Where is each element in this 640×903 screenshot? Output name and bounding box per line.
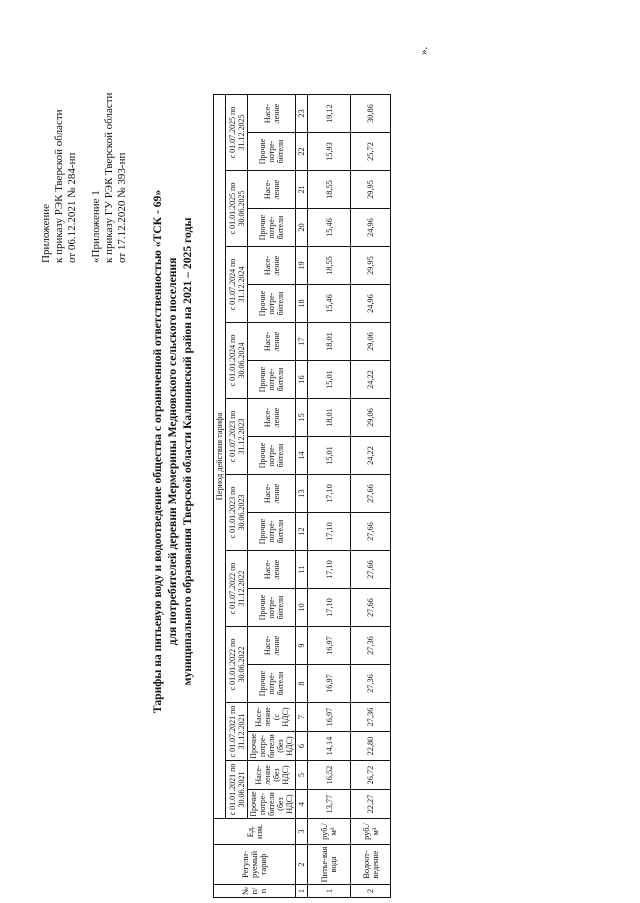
column-number: 18 <box>296 285 308 323</box>
appendix-line: «Приложение 1 <box>90 190 102 263</box>
tariff-value: 29,06 <box>351 323 391 361</box>
consumer-group-header: Прочие потре-бители (без НДС) <box>249 733 294 759</box>
tariff-value: 27,36 <box>351 627 391 665</box>
column-number: 14 <box>296 437 308 475</box>
period-header: с 01.07.2024 по 31.12.2024 <box>226 247 248 323</box>
header-period: Период действия тарифа <box>214 95 226 819</box>
period-header: с 01.01.2021 по 30.06.2021 <box>226 761 248 819</box>
tariff-value: 18,55 <box>308 171 351 209</box>
period-header: с 01.07.2025 по 31.12.2025 <box>226 95 248 171</box>
title-line: для потребителей деревни Мермерины Медновского сельского поселения <box>166 257 179 646</box>
column-number: 2 <box>296 845 308 885</box>
tariff-value: 19,12 <box>308 95 351 133</box>
tariff-value: 17,10 <box>308 513 351 551</box>
appendix-line: от 06.12.2021 № 284-нп <box>66 152 78 263</box>
consumer-group-header: Насе-ление <box>248 171 296 209</box>
document-title <box>150 0 195 903</box>
tariff-name: Питье-вая вода <box>308 845 351 885</box>
consumer-group-header: Прочие потре-бители <box>248 285 296 323</box>
tariff-value: 24,96 <box>351 209 391 247</box>
column-number: 15 <box>296 399 308 437</box>
consumer-group-header: Прочие потре-бители <box>248 437 296 475</box>
column-number: 1 <box>296 885 308 898</box>
tariff-value: 26,72 <box>351 761 391 790</box>
consumer-group-header: Прочие потре-бители (без НДС) <box>249 791 294 817</box>
period-header: с 01.01.2025 по 30.06.2025 <box>226 171 248 247</box>
column-number-row <box>296 95 308 898</box>
period-header: с 01.01.2022 по 30.06.2022 <box>226 627 248 703</box>
column-number: 20 <box>296 209 308 247</box>
column-number: 3 <box>296 819 308 845</box>
tariff-value: 27,36 <box>351 665 391 703</box>
header-tariff: Регули-руемый тариф <box>214 845 296 885</box>
column-number: 5 <box>296 761 308 790</box>
column-number: 8 <box>296 665 308 703</box>
tariff-value: 27,36 <box>351 703 391 732</box>
period-header: с 01.07.2022 по 31.12.2022 <box>226 551 248 627</box>
column-number: 19 <box>296 247 308 285</box>
column-number: 6 <box>296 732 308 761</box>
tariff-value: 24,96 <box>351 285 391 323</box>
column-number: 10 <box>296 589 308 627</box>
table-row-water <box>308 95 351 898</box>
tariff-value: 17,10 <box>308 551 351 589</box>
tariff-value: 24,22 <box>351 437 391 475</box>
tariff-value: 27,66 <box>351 551 391 589</box>
tariff-value: 15,93 <box>308 133 351 171</box>
tariff-value: 16,97 <box>308 703 351 732</box>
period-header: с 01.01.2023 по 30.06.2023 <box>226 475 248 551</box>
header-unit: Ед. изм. <box>214 819 296 845</box>
column-number: 9 <box>296 627 308 665</box>
tariff-value: 17,10 <box>308 475 351 513</box>
tariff-value: 24,22 <box>351 361 391 399</box>
appendix-line: к приказу РЭК Тверской области <box>53 109 65 263</box>
consumer-group-header: Насе-ление <box>248 399 296 437</box>
consumer-group-header: Прочие потре-бители <box>248 133 296 171</box>
appendix-line: к приказу ГУ РЭК Тверской области <box>103 92 115 263</box>
column-number: 17 <box>296 323 308 361</box>
tariff-value: 18,01 <box>308 399 351 437</box>
tariff-value: 27,66 <box>351 513 391 551</box>
tariff-value: 27,66 <box>351 475 391 513</box>
consumer-group-header: Прочие потре-бители <box>248 209 296 247</box>
column-number: 4 <box>296 790 308 819</box>
tariff-value: 13,77 <box>308 790 351 819</box>
consumer-group-header: Насе-ление <box>248 247 296 285</box>
tariff-table <box>213 94 391 898</box>
consumer-group-header: Насе-ление <box>248 551 296 589</box>
column-number: 11 <box>296 551 308 589</box>
column-number: 13 <box>296 475 308 513</box>
appendix-line: Приложение <box>40 203 52 263</box>
period-header: с 01.07.2023 по 31.12.2023 <box>226 399 248 475</box>
consumer-group-header: Прочие потре-бители <box>248 589 296 627</box>
tariff-value: 17,10 <box>308 589 351 627</box>
header-number: № п/п <box>214 885 296 898</box>
tariff-value: 14,14 <box>308 732 351 761</box>
unit: руб./м³ <box>308 819 351 845</box>
tariff-value: 16,97 <box>308 627 351 665</box>
tariff-value: 15,01 <box>308 361 351 399</box>
tariff-value: 27,66 <box>351 589 391 627</box>
tariff-value: 25,72 <box>351 133 391 171</box>
tariff-value: 15,46 <box>308 209 351 247</box>
tariff-value: 22,80 <box>351 732 391 761</box>
table-row-wastewater <box>351 95 391 898</box>
tariff-value: 15,46 <box>308 285 351 323</box>
consumer-group-header: Прочие потре-бители <box>248 361 296 399</box>
tariff-value: 16,97 <box>308 665 351 703</box>
column-number: 21 <box>296 171 308 209</box>
consumer-group-header: Прочие потре-бители <box>248 665 296 703</box>
tariff-value: 29,95 <box>351 247 391 285</box>
unit: руб./м³ <box>351 819 391 845</box>
tariff-value: 29,06 <box>351 399 391 437</box>
column-number: 12 <box>296 513 308 551</box>
row-number: 2 <box>351 885 391 898</box>
closing-quote-mark: ». <box>418 46 430 55</box>
consumer-group-header: Насе-ление (без НДС) <box>248 761 296 790</box>
column-number: 16 <box>296 361 308 399</box>
tariff-value: 18,01 <box>308 323 351 361</box>
appendix-block <box>40 93 129 263</box>
column-number: 7 <box>296 703 308 732</box>
consumer-group-header: Прочие потре-бители <box>248 513 296 551</box>
consumer-group-header: Насе-ление (с НДС) <box>248 703 296 732</box>
tariff-value: 29,95 <box>351 171 391 209</box>
period-header: с 01.01.2024 по 30.06.2024 <box>226 323 248 399</box>
consumer-group-header: Насе-ление <box>248 323 296 361</box>
title-line: муниципального образования Тверской области Калининский район на 2021 – 2025 годы <box>181 217 194 686</box>
appendix-line: от 17.12.2020 № 393-нп <box>116 152 128 263</box>
row-number: 1 <box>308 885 351 898</box>
consumer-group-header: Насе-ление <box>248 475 296 513</box>
column-number: 22 <box>296 133 308 171</box>
title-line: Тарифы на питьевую воду и водоотведение общества с ограниченной ответственностью «ТСК - 69» <box>151 189 164 714</box>
column-number: 23 <box>296 95 308 133</box>
consumer-group-header: Насе-ление <box>248 627 296 665</box>
tariff-value: 15,01 <box>308 437 351 475</box>
tariff-value: 18,55 <box>308 247 351 285</box>
tariff-value: 30,86 <box>351 95 391 133</box>
tariff-value: 16,52 <box>308 761 351 790</box>
tariff-value: 22,27 <box>351 790 391 819</box>
tariff-name: Водоот-ведение <box>351 845 391 885</box>
period-header: с 01.07.2021 по 31.12.2021 <box>226 703 248 761</box>
consumer-group-header: Насе-ление <box>248 95 296 133</box>
